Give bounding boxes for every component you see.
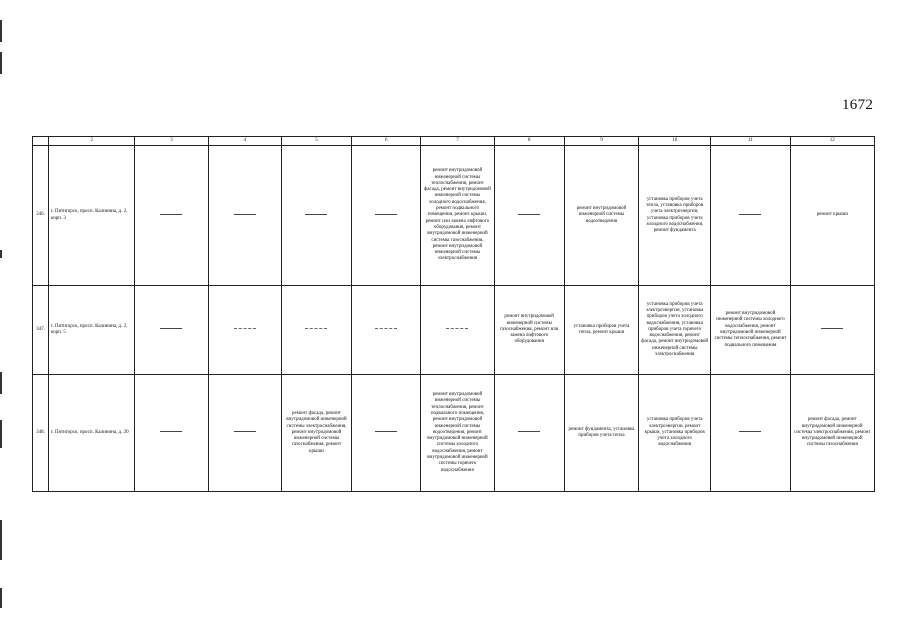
empty-cell [352, 146, 421, 286]
works-cell: установка приборов учета тепла, ремонт крыши [564, 286, 638, 375]
dash-mark [446, 328, 468, 329]
row-number: 348. [33, 375, 49, 492]
address-cell: г. Пятигорск, просп. Калинина, д. 2, корп. 5 [49, 286, 135, 375]
empty-cell [421, 286, 494, 375]
scan-edge-mark [0, 52, 2, 74]
repair-schedule-table [32, 136, 875, 492]
empty-cell [494, 146, 564, 286]
column-header: 9 [564, 137, 638, 146]
table-row [33, 286, 875, 375]
works-cell: ремонт внутридомовой инженерной системы газоснабжения, ремонт или замена лифтового оборудования [494, 286, 564, 375]
column-header: 8 [494, 137, 564, 146]
works-cell: установка приборов учета тепла, установка приборов учета электроэнергии, установка приборов учета холодного водоснабжения, ремонт фундамента [639, 146, 711, 286]
table-header-row [33, 137, 875, 146]
dash-mark [375, 431, 397, 432]
empty-cell [135, 286, 208, 375]
empty-cell [208, 375, 281, 492]
dash-mark [821, 328, 843, 329]
dash-mark [305, 328, 327, 329]
column-header: 2 [49, 137, 135, 146]
scan-edge-mark [0, 588, 2, 608]
works-cell: ремонт внутридомовой инженерной системы холодного водоснабжения, ремонт внутридомовой инженерной системы теплоснабжения, ремонт подвального помещения [711, 286, 790, 375]
dash-mark [518, 431, 540, 432]
column-header: 7 [421, 137, 494, 146]
column-header: 11 [711, 137, 790, 146]
dash-mark [518, 214, 540, 215]
dash-mark [375, 214, 397, 215]
empty-cell [352, 375, 421, 492]
dash-mark [739, 431, 761, 432]
empty-cell [135, 146, 208, 286]
scan-edge-mark [0, 420, 2, 448]
table-row [33, 375, 875, 492]
dash-mark [160, 431, 182, 432]
dash-mark [234, 214, 256, 215]
dash-mark [305, 214, 327, 215]
column-header: 5 [281, 137, 351, 146]
empty-cell [790, 286, 874, 375]
dash-mark [160, 214, 182, 215]
dash-mark [234, 431, 256, 432]
column-header: 6 [352, 137, 421, 146]
empty-cell [281, 146, 351, 286]
row-number: 346. [33, 146, 49, 286]
address-cell: г. Пятигорск, просп. Калинина, д. 2, корп. 3 [49, 146, 135, 286]
empty-cell [494, 375, 564, 492]
empty-cell [352, 286, 421, 375]
empty-cell [208, 146, 281, 286]
works-cell: ремонт внутридомовой инженерной системы водоотведения [564, 146, 638, 286]
scan-edge-mark [0, 20, 2, 42]
works-cell: ремонт фасада, ремонт внутридомовой инженерной системы электроснабжения, ремонт внутридомовой инженерной системы газоснабжения [790, 375, 874, 492]
dash-mark [160, 328, 182, 329]
works-cell: ремонт фасада, ремонт внутридомовой инженерной системы электроснабжения, ремонт внутридомовой инженерной системы газоснабжения, ремонт крыши [281, 375, 351, 492]
scan-edge-mark [0, 372, 2, 394]
column-header: 4 [208, 137, 281, 146]
column-header: 12 [790, 137, 874, 146]
page-number: 1672 [842, 97, 874, 113]
works-cell: ремонт внутридомовой инженерной системы теплоснабжения, ремонт фасада, ремонт внутридомовой инженерной системы холодного водоснабжения, ремонт подвального помещения, ремонт крыши, ремонт или замена лифтового оборудования, ремонт внутридомовой инженерной системы газоснабжения, ремонт внутридомовой инженерной системы электроснабжения [421, 146, 494, 286]
address-cell: г. Пятигорск, просп. Калинина, д. 20 [49, 375, 135, 492]
works-cell: ремонт крыши [790, 146, 874, 286]
works-cell: ремонт фундамента, установка приборов учета тепла [564, 375, 638, 492]
table-row [33, 146, 875, 286]
scan-edge-mark [0, 520, 2, 560]
row-number: 347. [33, 286, 49, 375]
works-cell: установка приборов учета электроэнергии, установка приборов учета холодного водоснабжения, установка приборов учета горячего водоснабжения, ремонт фасада, ремонт внутридомовой инженерной системы электроснабжения [639, 286, 711, 375]
empty-cell [135, 375, 208, 492]
empty-cell [208, 286, 281, 375]
column-header [33, 137, 49, 146]
dash-mark [234, 328, 256, 329]
empty-cell [711, 375, 790, 492]
works-cell: установка приборов учета электроэнергии, ремонт крыши, установка приборов учета холодного водоснабжения [639, 375, 711, 492]
dash-mark [375, 328, 397, 329]
dash-mark [739, 214, 761, 215]
scan-edge-mark [0, 250, 2, 258]
column-header: 3 [135, 137, 208, 146]
works-cell: ремонт внутридомовой инженерной системы теплоснабжения, ремонт подвального помещения, ремонт внутридомовой инженерной системы водоотведения, ремонт внутридомовой инженерной системы холодного водоснабжения, ремонт внутридомовой инженерной системы горячего водоснабжения [421, 375, 494, 492]
column-header: 10 [639, 137, 711, 146]
empty-cell [281, 286, 351, 375]
empty-cell [711, 146, 790, 286]
